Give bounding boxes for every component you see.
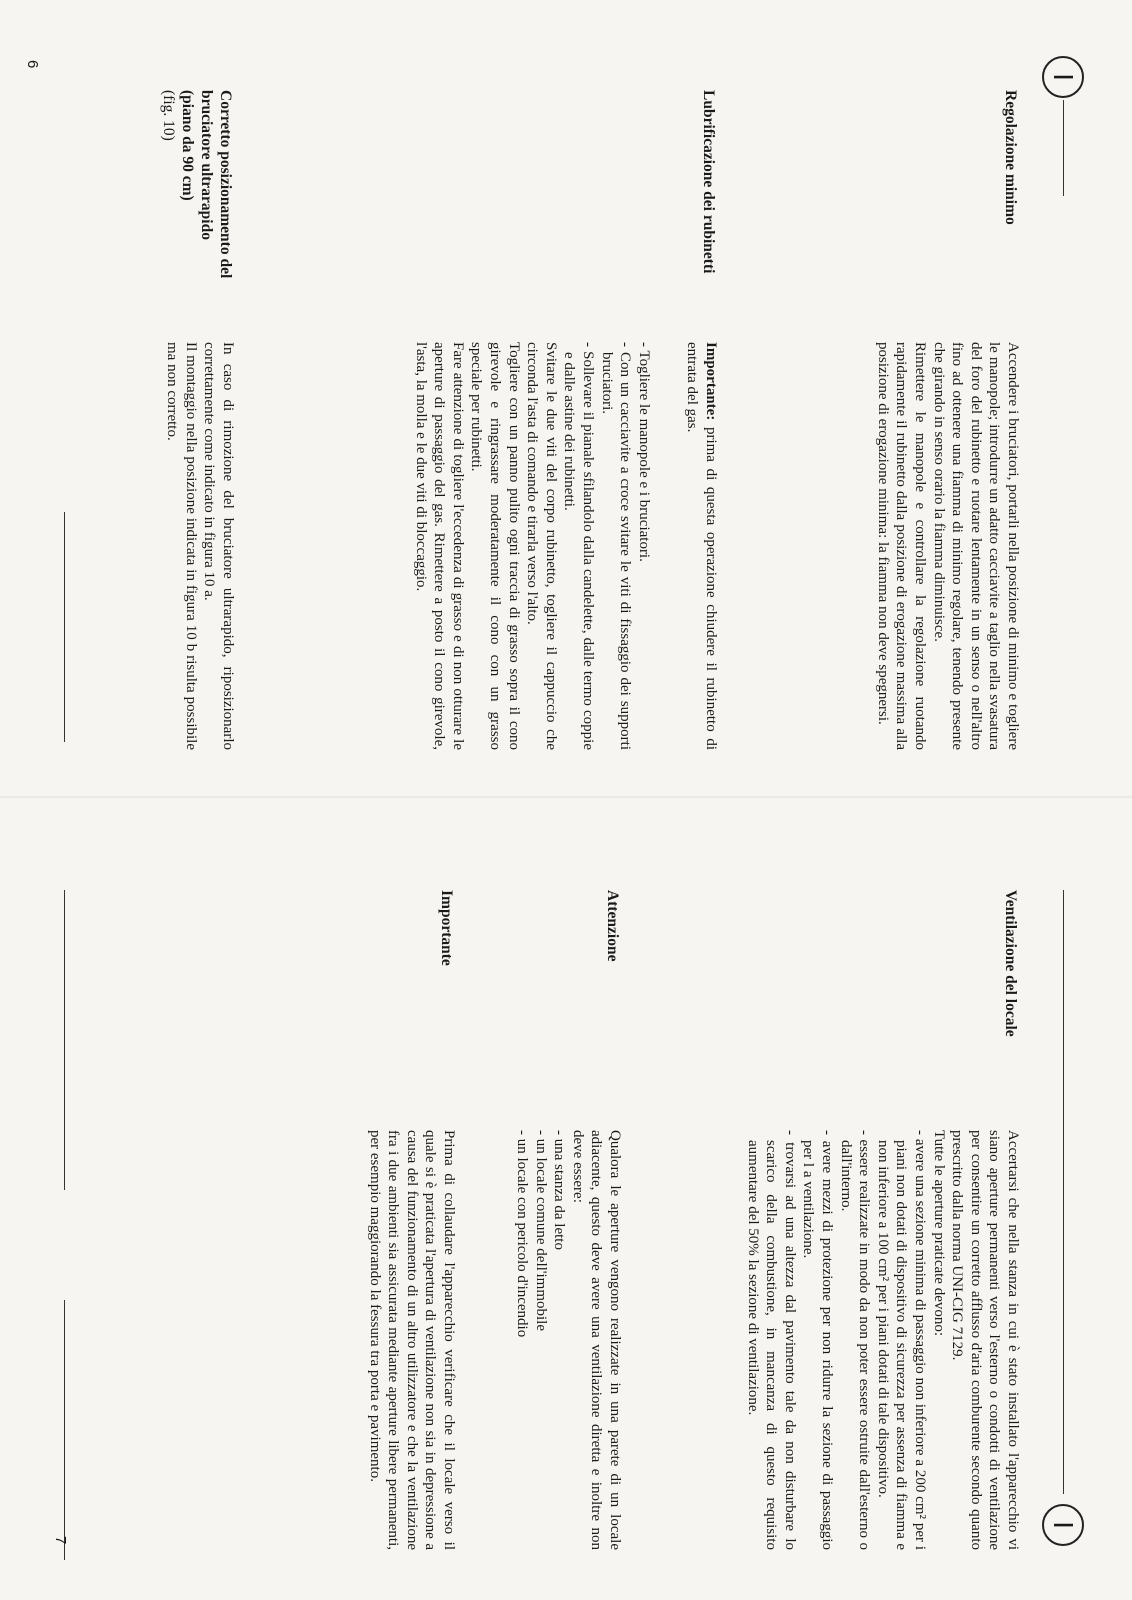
list-item: - trovarsi ad una altezza dal pavimento tale da non disturbare lo scarico della combustione, in mancanza di questo requisito aumentare del 50% la sezione di ventilazione.: [744, 1130, 798, 1550]
section-body: [873, 342, 1022, 750]
important-label: Importante:: [703, 342, 719, 421]
list-item: - Con un cacciavite a croce svitare le viti di fissaggio dei supporti bruciatori.: [598, 342, 634, 750]
section-body: [365, 1130, 458, 1550]
page-7: [0, 800, 1132, 1600]
section-body: [411, 342, 720, 750]
list-item: - Sollevare il pianale sfilandolo dalla candelette, dalle termo coppie e dalle astine dei rubinetti.: [561, 342, 597, 751]
bullet-list: [743, 1130, 929, 1550]
paragraph: Rimettere le manopole e controllare la regolazione ruotando rapidamente il rubinetto dalla posizione di erogazione massima alla posizione di erogazione minima: la fiamma non deve spegnersi.: [874, 342, 929, 750]
language-mark-icon: I: [1042, 56, 1084, 98]
list-item: - un locale comune dell'immobile: [532, 1130, 549, 1331]
section-heading: Lubrificazione dei rubinetti: [700, 90, 717, 274]
section-body: [163, 342, 237, 750]
section-heading: Corretto posizionamento del bruciatore ultrarapido (piano da 90 cm) (fig. 10): [159, 90, 235, 290]
important-text: prima di questa operazione chiudere il rubinetto di entrata del gas.: [684, 342, 719, 751]
paragraph: Accertarsi che nella stanza in cui è stato installato l'apparecchio vi siano aperture permanenti verso l'esterno o condotti di ventilazione per consentire un corretto afflusso d'aria comburente secondo quanto prescritto dalla norma UNI-CIG 7129.: [949, 1130, 1021, 1550]
section-heading: Importante: [438, 890, 455, 966]
paragraph: Fare attenzione di togliere l'eccedenza di grasso e di non otturare le aperture di passaggio del gas. Rimettere a posto il cono girevole, l'asta, la molla e le due viti di bloccaggio.: [412, 342, 466, 750]
section-heading: Ventilazione del locale: [1002, 890, 1019, 1037]
paragraph: Il montaggio nella posizione indicata in figura 10 b risulta possibile ma non corretto.: [164, 342, 199, 750]
paragraph: Togliere con un panno pulito ogni traccia di grasso sopra il cono girevole e ringrassare moderatamente il cono con un grasso speciale per rubinetti.: [468, 342, 522, 750]
important-note: [683, 342, 720, 750]
paragraph: Prima di collaudare l'apparecchio verificare che il locale verso il quale si è praticata l'apertura di ventilazione non sia in depressione a causa del funzionamento di un altro utilizzatore e che la ventilazione fra i due ambienti sia assicurata mediante aperture libere permanenti, per esempio maggiorando la fessura tra porta e pavimento.: [366, 1130, 457, 1550]
footer-rule: [64, 512, 65, 742]
footer-rule: [64, 890, 65, 1190]
paragraph: Qualora le aperture vengono realizzate in una parete di un locale adiacente, questo deve avere una ventilazione diretta e inoltre non deve essere:: [569, 1130, 623, 1550]
list-item: - una stanza da letto: [551, 1130, 568, 1250]
bullet-list: [560, 342, 653, 750]
section-heading: Regolazione minimo: [1002, 90, 1019, 225]
list-item: - avere mezzi di protezione per non ridurre la sezione di passaggio per l a ventilazione.: [800, 1130, 836, 1551]
list-item: - un locale con pericolo d'incendio: [514, 1130, 531, 1338]
list-item: - essere realizzate in modo da non poter essere ostruite dall'esterno o dall'interno.: [837, 1130, 873, 1551]
list-item: - Togliere le manopole e i bruciatori.: [635, 342, 652, 562]
heading-sub: (fig. 10): [160, 90, 177, 141]
section-body: [512, 1130, 624, 1550]
header-rule: [1063, 100, 1064, 196]
paragraph: Tutte le aperture praticate devono:: [930, 1130, 947, 1337]
bullet-list: [512, 1130, 568, 1550]
page-number: 6: [24, 60, 41, 69]
header-rule: [1063, 890, 1064, 1494]
paragraph: Accendere i bruciatori, portarli nella posizione di minimo e togliere le manopole; introdurre un adatto cacciavite a taglio nella svasatura del foro del rubinetto e ruotare lentamente in un senso o nell'altro fino ad ottenere una fiamma di minimo regolare, tenendo presente che girando in senso orario la fiamma diminuisce.: [930, 342, 1021, 750]
list-item: - avere una sezione minima di passaggio non inferiore a 200 cm² per i piani non dotati di dispositivo di sicurezza per assenza di fiamma e non inferiore a 100 cm² per i piani dotati di tale dispositivo.: [874, 1130, 929, 1550]
section-body: [743, 1130, 1022, 1550]
heading-sub: (piano da 90 cm): [179, 90, 196, 201]
paragraph: In caso di rimozione del bruciatore ultrarapido, riposizionarlo correttamente come indicato in figura 10 a.: [201, 342, 236, 750]
page-number: 7: [52, 1536, 69, 1545]
section-heading: Attenzione: [604, 890, 621, 962]
language-mark-icon: I: [1042, 1504, 1084, 1546]
paragraph: Svitare le due viti del corpo rubinetto, togliere il cappuccio che circonda l'asta di comando e tirarla verso l'alto.: [524, 342, 559, 750]
footer-rule: [64, 1300, 65, 1560]
